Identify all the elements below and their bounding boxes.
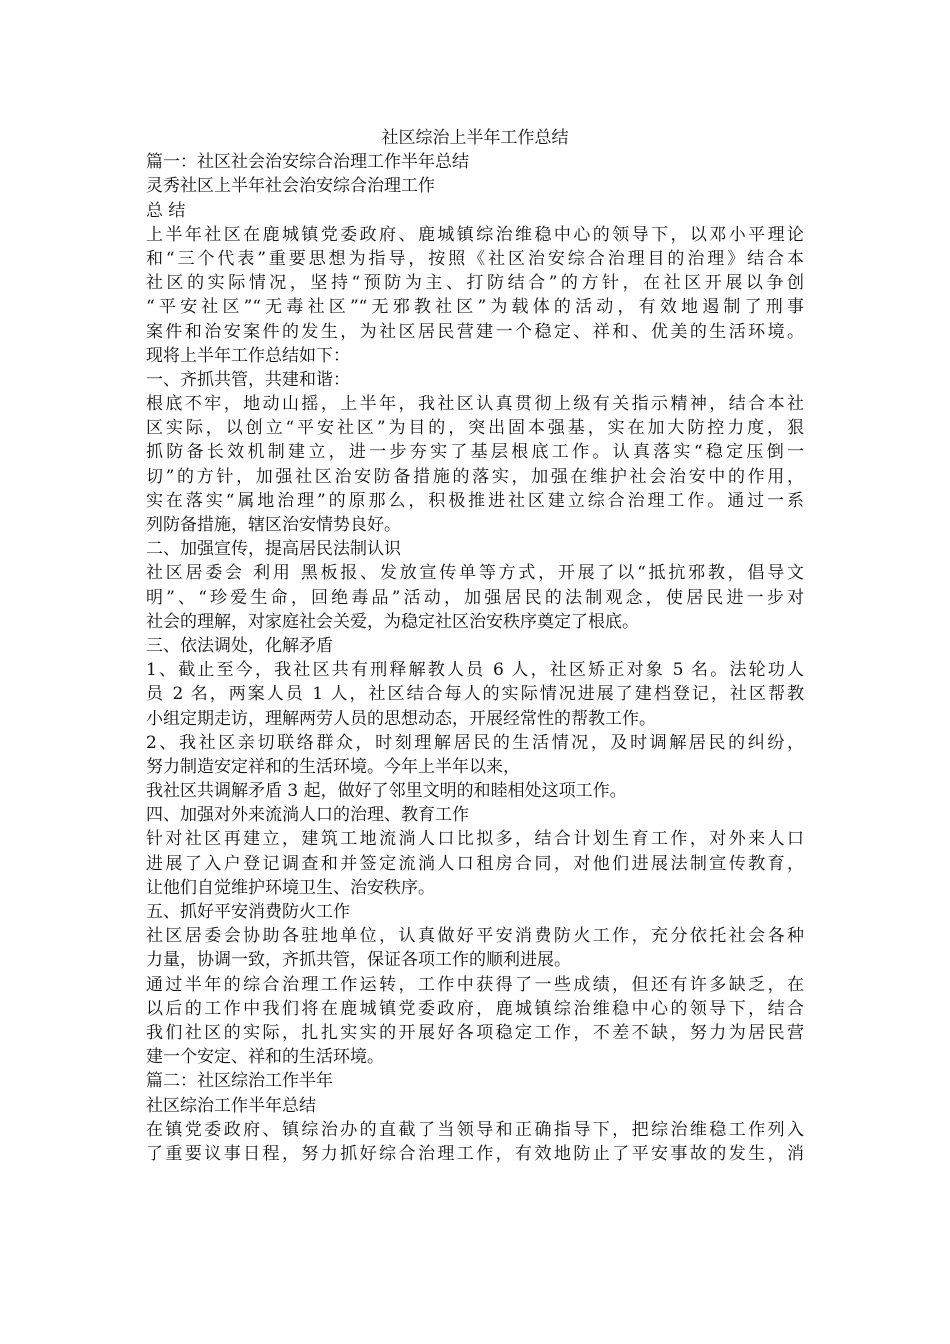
- text-line: 员 2 名，两案人员 1 人，社区结合每人的实际情况进展了建档登记，社区帮教: [146, 684, 804, 705]
- paragraph-p8: [146, 561, 804, 634]
- text-line: 让他们自觉维护环境卫生、治安秩序。: [146, 877, 435, 898]
- text-line: 社区居委会 利用 黑板报、发放宣传单等方式，开展了以“抵抗邪教，倡导文: [146, 563, 804, 584]
- paragraph-p6: [146, 392, 804, 537]
- text-line: 进展了入户登记调查和并签定流淌人口租房合同，对他们进展法制宣传教育，: [146, 853, 804, 874]
- text-line: 和“三个代表”重要思想为指导，按照《社区治安综合治理目的治理》结合本: [146, 248, 804, 269]
- text-line: 现将上半年工作总结如下：: [146, 345, 350, 366]
- paragraph-p5: [146, 368, 804, 392]
- paragraph-p14: [146, 827, 804, 900]
- paragraph-p19: [146, 1094, 804, 1118]
- text-line: 了重要议事日程，努力抓好综合治理工作，有效地防止了平安事故的发生，消: [146, 1143, 804, 1164]
- paragraph-p12: [146, 779, 804, 803]
- text-line: 力量，协调一致，齐抓共管，保证各项工作的顺利进展。: [146, 950, 571, 971]
- text-line: 篇二：社区综治工作半年: [146, 1071, 333, 1092]
- text-line: 以后的工作中我们将在鹿城镇党委政府，鹿城镇综治维稳中心的领导下，结合: [146, 998, 804, 1019]
- paragraph-p20: [146, 1118, 804, 1166]
- text-line: 明”、“珍爱生命，回绝毒品”活动，加强居民的法制观念，使居民进一步对: [146, 587, 804, 608]
- text-line: 社会的理解，对家庭社会关爱，为稳定社区治安秩序奠定了根底。: [146, 611, 639, 632]
- paragraph-p13: [146, 803, 804, 827]
- text-line: 总 结: [146, 200, 186, 221]
- text-line: 小组定期走访，理解两劳人员的思想动态，开展经常性的帮教工作。: [146, 708, 656, 729]
- text-line: 灵秀社区上半年社会治安综合治理工作: [146, 176, 435, 197]
- paragraph-p9: [146, 634, 804, 658]
- text-line: 我社区共调解矛盾 3 起，做好了邻里文明的和睦相处这项工作。: [146, 781, 627, 802]
- paragraph-p11: [146, 731, 804, 779]
- text-line: 针对社区再建立，建筑工地流淌人口比拟多，结合计划生育工作，对外来人口: [146, 829, 804, 850]
- text-line: 2、我社区亲切联络群众，时刻理解居民的生活情况，及时调解居民的纠纷，: [146, 732, 804, 753]
- text-line: 努力制造安定祥和的生活环境。今年上半年以来，: [146, 756, 520, 777]
- text-line: 我们社区的实际，扎扎实实的开展好各项稳定工作，不差不缺，努力为居民营: [146, 1022, 804, 1043]
- text-line: 抓防备长效机制建立，进一步夯实了基层根底工作。认真落实“稳定压倒一: [146, 442, 804, 463]
- text-line: 根底不牢，地动山摇，上半年，我社区认真贯彻上级有关指示精神，结合本社: [146, 394, 804, 415]
- paragraph-p17: [146, 973, 804, 1070]
- text-line: 一、齐抓共管，共建和谐：: [146, 369, 350, 390]
- text-line: 案件和治安案件的发生，为社区居民营建一个稳定、祥和、优美的生活环境。: [146, 321, 804, 342]
- text-line: “平安社区”“无毒社区”“无邪教社区”为载体的活动，有效地遏制了刑事: [146, 297, 804, 318]
- text-line: 实在落实“属地治理”的原那么，积极推进社区建立综合治理工作。通过一系: [146, 490, 804, 511]
- text-line: 三、依法调处，化解矛盾: [146, 635, 333, 656]
- document-body: [146, 126, 804, 1166]
- paragraph-p4: [146, 223, 804, 368]
- text-line: 四、加强对外来流淌人口的治理、教育工作: [146, 805, 469, 826]
- text-line: 社区综治工作半年总结: [146, 1095, 316, 1116]
- text-line: 1、截止至今，我社区共有刑释解教人员 6 人，社区矫正对象 5 名。法轮功人: [146, 660, 804, 681]
- paragraph-p15: [146, 900, 804, 924]
- paragraph-p16: [146, 924, 804, 972]
- text-line: 切”的方针，加强社区治安防备措施的落实，加强在维护社会治安中的作用，: [146, 466, 804, 487]
- text-line: 五、抓好平安消费防火工作: [146, 902, 350, 922]
- paragraph-p3: [146, 199, 804, 223]
- paragraph-p1: [146, 150, 804, 174]
- text-line: 社区居委会协助各驻地单位，认真做好平安消费防火工作，充分依托社会各种: [146, 926, 804, 947]
- paragraph-p2: [146, 174, 804, 198]
- paragraph-p10: [146, 658, 804, 731]
- text-line: 列防备措施，辖区治安情势良好。: [146, 515, 401, 535]
- text-line: 通过半年的综合治理工作运转，工作中获得了一些成绩，但还有许多缺乏，在: [146, 974, 804, 995]
- text-line: 建一个安定、祥和的生活环境。: [146, 1047, 384, 1068]
- text-line: 篇一：社区社会治安综合治理工作半年总结: [146, 152, 469, 173]
- paragraph-p18: [146, 1069, 804, 1093]
- document-title: 社区综治上半年工作总结: [381, 128, 569, 148]
- text-line: 区实际，以创立“平安社区”为目的，突出固本强基，实在加大防控力度，狠: [146, 418, 804, 439]
- paragraph-p7: [146, 537, 804, 561]
- text-line: 社区的实际情况，坚持“预防为主、打防结合”的方针，在社区开展以争创: [146, 273, 804, 294]
- text-line: 在镇党委政府、镇综治办的直截了当领导和正确指导下，把综治维稳工作列入: [146, 1119, 804, 1140]
- text-line: 二、加强宣传，提高居民法制认识: [146, 539, 401, 560]
- text-line: 上半年社区在鹿城镇党委政府、鹿城镇综治维稳中心的领导下，以邓小平理论: [146, 224, 804, 245]
